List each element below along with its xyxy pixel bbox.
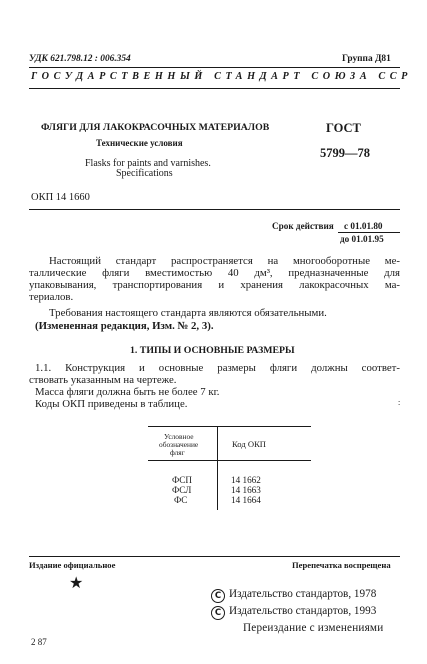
- table-rule-top: [148, 426, 311, 427]
- copyright-1993-line: [211, 605, 376, 620]
- english-title-line2: Specifications: [116, 168, 173, 179]
- udk-code: УДК 621.798.12 : 006.354: [29, 54, 131, 64]
- table-col-divider: [217, 426, 218, 510]
- row-code: 14 1663: [231, 485, 261, 495]
- star-icon: ★: [69, 573, 84, 592]
- okp-code: ОКП 14 1660: [31, 192, 90, 203]
- intro-line-1: Настоящий стандарт распространяется на многооборотные ме-: [49, 255, 400, 267]
- validity-divider: [338, 232, 400, 233]
- document-title: ФЛЯГИ ДЛЯ ЛАКОКРАСОЧНЫХ МАТЕРИАЛОВ: [41, 122, 270, 133]
- english-title-line1: Flasks for paints and varnishes.: [85, 158, 211, 169]
- margin-mark: :: [398, 398, 401, 407]
- group-code: Группа Д81: [342, 54, 391, 64]
- clause-1-1-line1: 1.1. Конструкция и основные размеры фляги должны соответ-: [35, 362, 400, 374]
- row-code: 14 1664: [231, 495, 261, 505]
- mandatory-requirement: Требования настоящего стандарта являются обязательными.: [49, 307, 327, 319]
- clause-1-1-line2: ствовать указанным на чертеже.: [29, 374, 177, 386]
- validity-label: Срок действия: [272, 221, 334, 231]
- validity-to: до 01.01.95: [340, 234, 384, 244]
- intro-line-4: териалов.: [29, 291, 74, 303]
- footer-rule: [29, 556, 400, 557]
- row-designation: ФСЛ: [172, 485, 192, 495]
- reissue-note: Переиздание с изменениями: [243, 622, 384, 634]
- official-edition: Издание официальное: [29, 560, 116, 570]
- col-header-designation-3: фляг: [170, 448, 185, 457]
- table-header-rule: [148, 460, 311, 461]
- gost-label: ГОСТ: [326, 121, 361, 135]
- intro-paragraph: [29, 255, 400, 303]
- section-heading: 1. ТИПЫ И ОСНОВНЫЕ РАЗМЕРЫ: [130, 345, 295, 356]
- header-rule-bottom: [29, 88, 400, 89]
- col-header-designation-1: Условное: [164, 432, 194, 441]
- clause-1-1: [29, 362, 400, 386]
- copyright-1978-line: [211, 588, 376, 603]
- gost-number: 5799—78: [320, 146, 370, 160]
- row-designation: ФС: [174, 495, 188, 505]
- intro-line-3: упаковывания, транспортирования и хранения лакокрасочных ма-: [29, 279, 400, 291]
- mass-requirement: Масса фляги должна быть не более 7 кг.: [35, 386, 220, 398]
- copyright-1993: Издательство стандартов, 1993: [229, 605, 377, 617]
- standard-heading: ГОСУДАРСТВЕННЫЙ СТАНДАРТ СОЮЗА ССР: [31, 71, 412, 82]
- col-header-designation-2: обозначение: [159, 440, 199, 449]
- copyright-1978: Издательство стандартов, 1978: [229, 588, 377, 600]
- copyright-icon: C: [211, 589, 225, 603]
- revision-note: (Измененная редакция, Изм. № 2, 3).: [35, 320, 214, 332]
- intro-line-2: таллические фляги вместимостью 40 дм³, предназначенные для: [29, 267, 400, 279]
- header-rule-top: [29, 67, 400, 68]
- title-rule: [29, 209, 400, 210]
- copyright-icon: C: [211, 606, 225, 620]
- page-number: 2 87: [31, 637, 47, 647]
- document-subtitle: Технические условия: [96, 138, 183, 148]
- reprint-prohibited: Перепечатка воспрещена: [292, 560, 391, 570]
- row-code: 14 1662: [231, 475, 261, 485]
- validity-from: с 01.01.80: [344, 221, 383, 231]
- col-header-okp: Код ОКП: [232, 439, 267, 449]
- row-designation: ФСП: [172, 475, 193, 485]
- okp-codes-note: Коды ОКП приведены в таблице.: [35, 398, 188, 410]
